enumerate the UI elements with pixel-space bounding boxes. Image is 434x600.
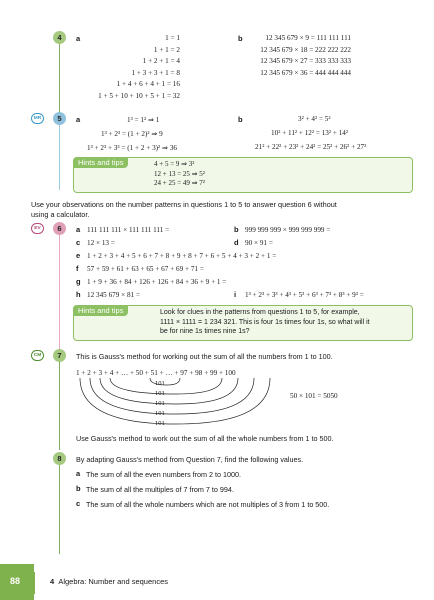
hints-box <box>73 157 413 193</box>
part-expression: 1 + 9 + 36 + 84 + 126 + 126 + 84 + 36 + 9 + 1 = <box>87 278 227 286</box>
pattern-row: 1 = 1 <box>165 34 180 42</box>
hints-label: Hints and tips <box>73 305 128 316</box>
part-expression: 57 + 59 + 61 + 63 + 65 + 67 + 69 + 71 = <box>87 265 204 273</box>
pattern-row: 3² + 4² = 5² <box>298 115 331 123</box>
part-text: The sum of all the whole numbers which are not multiples of 3 from 1 to 500. <box>86 500 330 509</box>
hints-label: Hints and tips <box>73 157 128 168</box>
pattern-row: 1 + 5 + 10 + 10 + 5 + 1 = 32 <box>98 92 180 100</box>
part-label: i <box>234 290 237 299</box>
pattern-row: 1 + 3 + 3 + 1 = 8 <box>131 68 180 77</box>
part-text: The sum of all the even numbers from 2 to 1000. <box>86 470 242 479</box>
footer-divider <box>34 572 35 594</box>
gauss-sum: 1 + 2 + 3 + 4 + … + 50 + 51 + … + 97 + 98 + 99 + 100 <box>76 369 236 377</box>
part-label: f <box>76 264 79 273</box>
part-expression: 111 111 111 × 111 111 111 = <box>87 226 170 234</box>
question-text: By adapting Gauss's method from Question 7, find the following values. <box>76 455 304 464</box>
question-number: 8 <box>53 452 66 465</box>
part-label: b <box>234 225 239 234</box>
part-label: a <box>76 225 81 234</box>
part-label: a <box>76 469 81 478</box>
part-expression: 12 × 13 = <box>87 239 115 247</box>
part-label: b <box>238 34 243 43</box>
part-label: d <box>234 238 239 247</box>
margin-line <box>59 360 60 450</box>
margin-line <box>59 462 60 554</box>
pattern-row: 1³ = 1² ⇒ 1 <box>127 116 160 124</box>
part-text: The sum of all the multiples of 7 from 7 to 994. <box>86 485 234 494</box>
pattern-row: 1 + 4 + 6 + 4 + 1 = 16 <box>116 80 180 89</box>
part-expression: 12 345 679 × 81 = <box>87 291 141 299</box>
pattern-row: 12 345 679 × 27 = 333 333 333 <box>260 57 351 66</box>
part-label: c <box>76 238 81 247</box>
part-label: g <box>76 277 81 286</box>
part-label: a <box>76 34 81 43</box>
pattern-row: 1 + 2 + 1 = 4 <box>142 57 180 66</box>
part-label: b <box>76 484 81 493</box>
arc <box>100 378 238 404</box>
chapter-title: 4 Algebra: Number and sequences <box>50 577 168 586</box>
instructions: Use your observations on the number patterns in questions 1 to 5 to answer question 6 without using a calculator. <box>31 200 337 219</box>
part-expression: 1 + 2 + 3 + 4 + 5 + 6 + 7 + 8 + 9 + 8 + 7 + 6 + 5 + 4 + 3 + 2 + 1 = <box>87 252 277 260</box>
part-expression: 999 999 999 × 999 999 999 = <box>245 226 331 234</box>
part-label: c <box>76 499 81 508</box>
part-label: b <box>238 115 243 124</box>
question-number: 6 <box>53 222 66 235</box>
pattern-row: 1 + 1 = 2 <box>153 45 180 54</box>
ev-badge: EV <box>31 223 44 234</box>
pairing-arcs <box>76 376 276 428</box>
hints-text: Look for clues in the patterns from questions 1 to 5, for example, 1111 × 1111 = 1 234 321. This is four 1s times four 1s, so what will it be for nine 1s times nine 1s? <box>160 309 370 335</box>
part-label: h <box>76 290 81 299</box>
margin-line <box>59 235 60 350</box>
margin-line <box>59 42 60 112</box>
question-number: 5 <box>53 112 66 125</box>
question-text: This is Gauss's method for working out the sum of all the numbers from 1 to 100. <box>76 352 333 361</box>
arc-label: 101 <box>155 390 165 397</box>
pattern-row: 10² + 11² + 12² = 13² + 14² <box>271 129 349 137</box>
hints-text: 4 + 5 = 9 ⇒ 3² 12 + 13 = 25 ⇒ 5² 24 + 25 = 49 ⇒ 7² <box>154 160 205 187</box>
cm-badge: CM <box>31 350 44 361</box>
pattern-row: 21² + 22² + 23² + 24² = 25² + 26² + 27² <box>255 143 367 151</box>
question-number: 7 <box>53 349 66 362</box>
pattern-row: 1³ + 2³ = (1 + 2)² ⇒ 9 <box>101 130 163 138</box>
arc-label: 101 <box>155 410 165 417</box>
question-number: 4 <box>53 31 66 44</box>
question-task: Use Gauss's method to work out the sum of all the whole numbers from 1 to 500. <box>76 434 334 443</box>
arc <box>110 378 222 394</box>
pattern-row: 1³ + 2³ + 3³ = (1 + 2 + 3)² ⇒ 36 <box>87 144 178 152</box>
margin-line <box>59 124 60 190</box>
pattern-row: 12 345 679 × 9 = 111 111 111 <box>265 34 351 42</box>
mr-badge: MR <box>31 113 44 124</box>
page-number: 88 <box>10 576 21 586</box>
arc-label: 101 <box>155 380 165 387</box>
part-label: a <box>76 115 81 124</box>
pattern-row: 12 345 679 × 18 = 222 222 222 <box>260 45 351 54</box>
arc-label: 101 <box>155 400 165 407</box>
part-expression: 90 × 91 = <box>245 239 273 247</box>
gauss-result: 50 × 101 = 5050 <box>290 392 338 400</box>
pattern-row: 12 345 679 × 36 = 444 444 444 <box>260 68 351 77</box>
hints-box <box>73 305 413 341</box>
arc-label: 101 <box>155 420 165 427</box>
part-expression: 1³ + 2³ + 3³ + 4³ + 5³ + 6³ + 7³ + 8³ + 9³ = <box>245 291 364 299</box>
part-label: e <box>76 251 81 260</box>
